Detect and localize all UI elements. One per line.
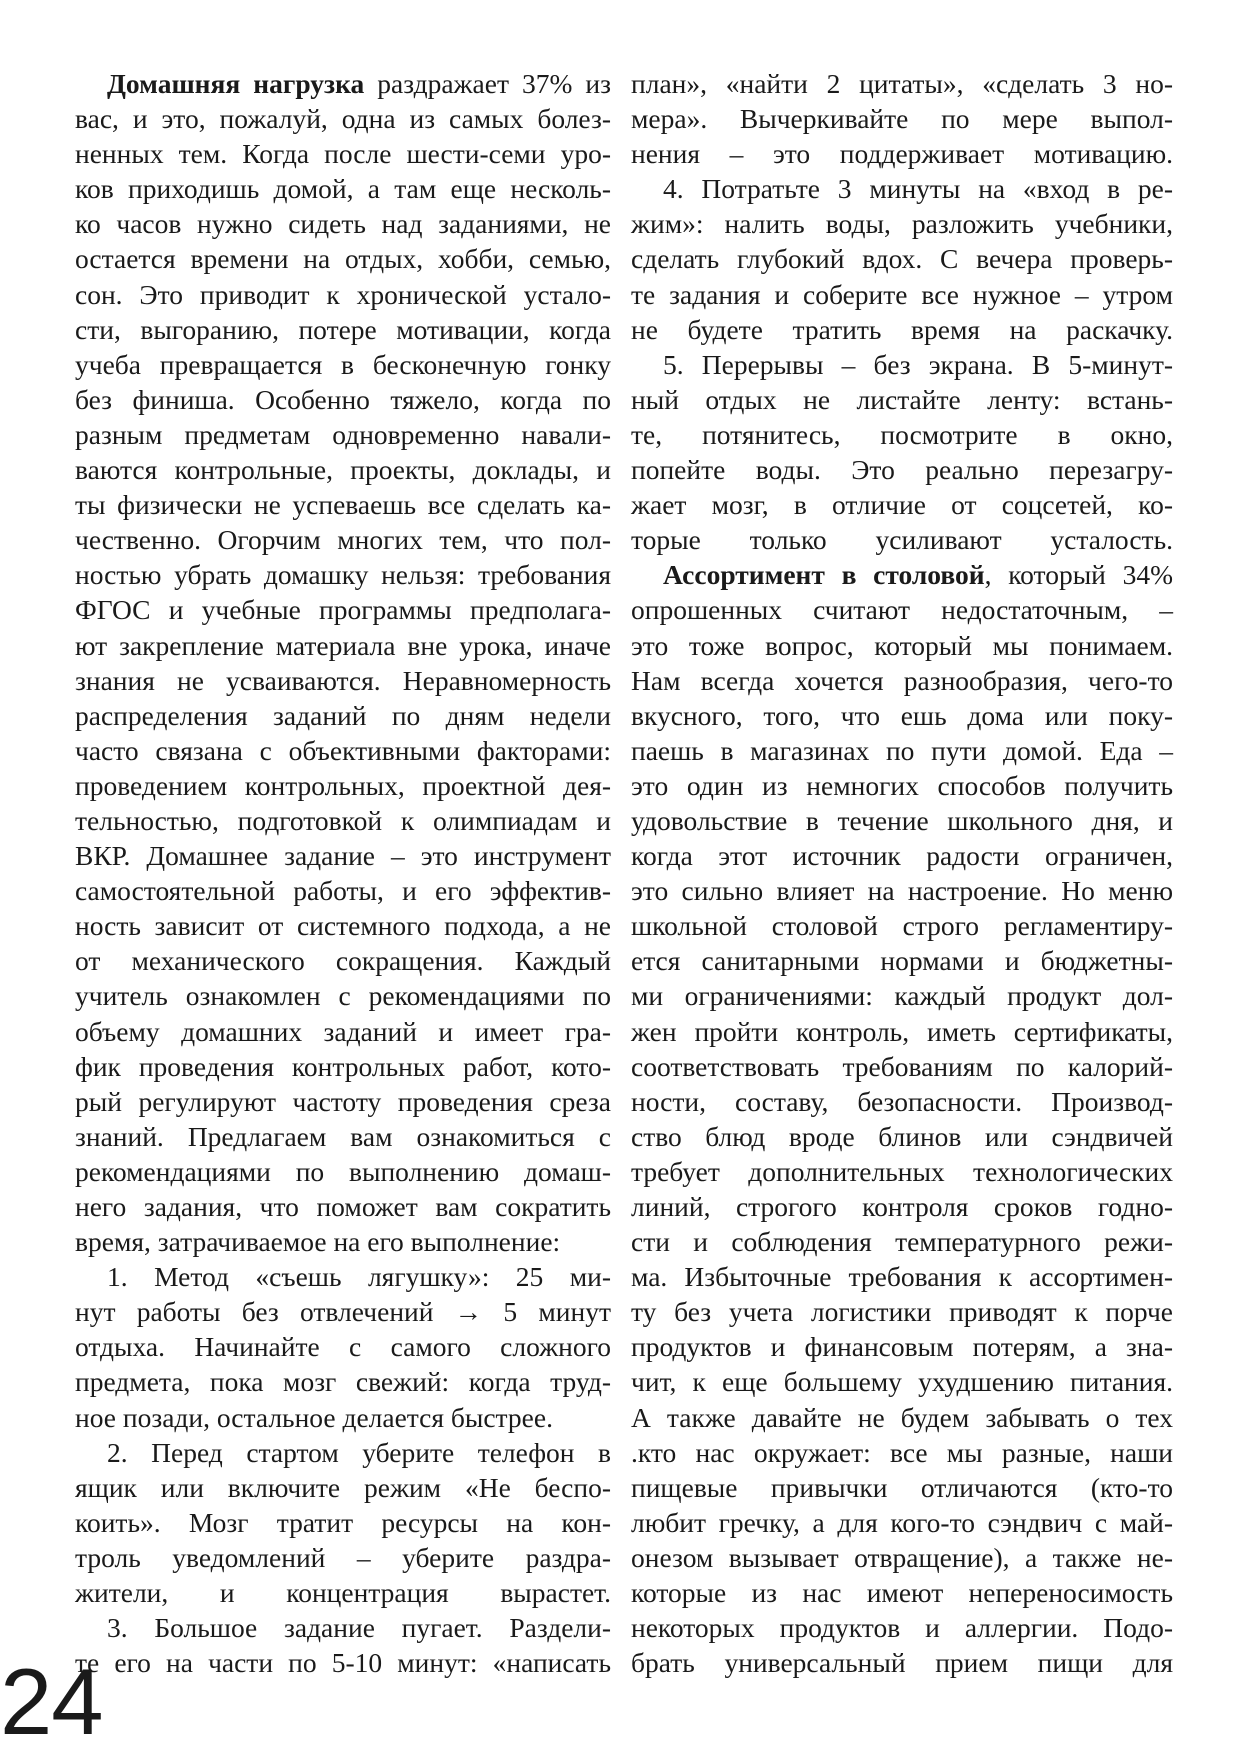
text-line: 1. Метод «съешь лягушку»: 25 ми-	[107, 1261, 611, 1293]
text-line: проведением контрольных, проектной дея-	[75, 769, 611, 801]
text-line: разным предметам одновременно навали-	[75, 418, 611, 450]
text-line: ство блюд вроде блинов или сэндвичей	[631, 1120, 1173, 1152]
text-line: опрошенных считают недостаточным, –	[631, 594, 1173, 626]
canteen-heading: Ассортимент в столовой	[663, 559, 985, 591]
text-line: 5. Перерывы – без экрана. В 5-минут-	[663, 348, 1173, 380]
text-line: попейте воды. Это реально перезагру-	[631, 454, 1173, 486]
text-line: сон. Это приводит к хронической устало-	[75, 278, 611, 310]
text-line: ма. Избыточные требования к ассортимен-	[631, 1261, 1173, 1293]
text-line: школьной столовой строго регламентиру-	[631, 910, 1173, 942]
text-line: жим»: налить воды, разложить учебники,	[631, 208, 1173, 240]
text-line: линий, строгого контроля сроков годно-	[631, 1191, 1173, 1222]
text-line: требует дополнительных технологических	[631, 1155, 1173, 1187]
text-line: онезом вызывает отвращение), а также не-	[631, 1541, 1173, 1573]
text-line: те его на части по 5-10 минут: «написать	[75, 1647, 611, 1679]
page-number: 24	[0, 1649, 103, 1754]
text-line: сделать глубокий вдох. С вечера проверь-	[631, 243, 1173, 275]
text-line: нения – это поддерживает мотивацию.	[631, 138, 1173, 170]
text-line: ностью убрать домашку нельзя: требования	[75, 559, 611, 591]
text-line: предмета, пока мозг свежий: когда труд-	[75, 1366, 611, 1398]
text-line: это тоже вопрос, который мы понимаем.	[631, 629, 1173, 661]
text-line: самостоятельной работы, и его эффектив-	[75, 875, 611, 907]
text-line: которые из нас имеют непереносимость	[631, 1577, 1173, 1609]
homework-heading: Домашняя нагрузка	[107, 68, 365, 99]
homework-tips-continued	[631, 66, 1173, 557]
text-line: жает мозг, в отличие от соцсетей, ко-	[631, 489, 1173, 521]
text-line: ваются контрольные, проекты, доклады, и	[75, 454, 611, 486]
text-line: ВКР. Домашнее задание – это инструмент	[75, 840, 611, 872]
text-line: тельностью, подготовкой к олимпиадам и	[75, 804, 611, 836]
text-line: чественно. Огорчим многих тем, что пол-	[75, 524, 611, 556]
text-line: ность зависит от системного подхода, а не	[75, 910, 611, 942]
text-line: не будете тратить время на раскачку.	[631, 313, 1173, 345]
text-line: продуктов и финансовым потерям, а зна-	[631, 1331, 1173, 1363]
text-line: чит, к еще большему ухудшению питания.	[631, 1366, 1173, 1398]
homework-tips	[75, 1259, 611, 1680]
text-line: ности, составу, безопасности. Производ-	[631, 1085, 1173, 1117]
text-line: ков приходишь домой, а там еще несколь-	[75, 173, 611, 205]
text-line: брать универсальный прием пищи для	[631, 1647, 1173, 1679]
text-line: ты физически не успеваешь все сделать ка-	[75, 489, 611, 521]
left-column	[75, 66, 611, 1680]
text-line: это один из немногих способов получить	[631, 769, 1173, 801]
text-line: ми ограничениями: каждый продукт дол-	[631, 980, 1173, 1012]
text-line: знаний. Предлагаем вам ознакомиться с	[75, 1120, 611, 1152]
text-line: него задания, что поможет вам сократить	[75, 1191, 611, 1222]
text-line: соответствовать требованиям по калорий-	[631, 1050, 1173, 1082]
text-line: ко часов нужно сидеть над заданиями, не	[75, 208, 611, 240]
text-line: Ассортимент в столовой, который 34%	[663, 559, 1173, 591]
text-line: .кто нас окружает: все мы разные, наши	[631, 1436, 1173, 1468]
text-line: рекомендациями по выполнению домаш-	[75, 1155, 611, 1187]
text-line: А также давайте не будем забывать о тех	[631, 1401, 1173, 1433]
text-line: жен пройти контроль, иметь сертификаты,	[631, 1015, 1173, 1047]
text-line: сти, выгоранию, потере мотивации, когда	[75, 313, 611, 345]
text-line: вас, и это, пожалуй, одна из самых болез-	[75, 103, 611, 135]
text-line: знания не усваиваются. Неравномерность	[75, 664, 611, 696]
text-line: объему домашних заданий и имеет гра-	[75, 1015, 611, 1047]
text-line: любит гречку, а для кого-то сэндвич с май-	[631, 1506, 1173, 1538]
text-line: нут работы без отвлечений → 5 минут	[75, 1296, 611, 1328]
homework-paragraph	[75, 66, 611, 101]
text-line: жители, и концентрация вырастет.	[75, 1577, 611, 1609]
text-line: 2. Перед стартом уберите телефон в	[107, 1436, 611, 1468]
homework-text	[75, 101, 611, 1259]
text-line: 4. Потратьте 3 минуты на «вход в ре-	[663, 173, 1173, 205]
text-line: Нам всегда хочется разнообразия, чего-то	[631, 664, 1173, 696]
text-line: время, затрачиваемое на его выполнение:	[75, 1226, 561, 1258]
text-line: отдыха. Начинайте с самого сложного	[75, 1331, 611, 1363]
text-line: некоторых продуктов и аллергии. Подо-	[631, 1612, 1173, 1644]
text-line: план», «найти 2 цитаты», «сделать 3 но-	[631, 68, 1173, 99]
text-line: троль уведомлений – уберите раздра-	[75, 1541, 611, 1573]
text-line: от механического сокращения. Каждый	[75, 945, 611, 977]
text-line: остается времени на отдых, хобби, семью,	[75, 243, 611, 275]
text-line: те задания и соберите все нужное – утром	[631, 278, 1173, 310]
text-line: паешь в магазинах по пути домой. Еда –	[631, 734, 1173, 766]
text-line: ют закрепление материала вне урока, иначе	[75, 629, 611, 661]
right-column	[631, 66, 1173, 1680]
text-line: фик проведения контрольных работ, кото-	[75, 1050, 611, 1082]
text-line: те, потянитесь, посмотрите в окно,	[631, 418, 1173, 450]
text-line: это сильно влияет на настроение. Но меню	[631, 875, 1173, 907]
text-line: ное позади, остальное делается быстрее.	[75, 1401, 553, 1433]
text-line: коить». Мозг тратит ресурсы на кон-	[75, 1506, 611, 1538]
text-line: ется санитарными нормами и бюджетны-	[631, 945, 1173, 977]
text-line: учеба превращается в бесконечную гонку	[75, 348, 611, 380]
text-line: ненных тем. Когда после шести-семи уро-	[75, 138, 611, 170]
text-line: ту без учета логистики приводят к порче	[631, 1296, 1173, 1328]
canteen-paragraph	[631, 557, 1173, 592]
text-line: Домашняя нагрузка раздражает 37% из	[107, 68, 611, 99]
text-line: ящик или включите режим «Не беспо-	[75, 1471, 611, 1503]
text-line: без финиша. Особенно тяжело, когда по	[75, 383, 611, 415]
text-line: часто связана с объективными факторами:	[75, 734, 611, 766]
text-line: сти и соблюдения температурного режи-	[631, 1226, 1173, 1258]
text-line: рый регулируют частоту проведения среза	[75, 1085, 611, 1117]
text-line: вкусного, того, что ешь дома или поку-	[631, 699, 1173, 731]
text-line: ный отдых не листайте ленту: встань-	[631, 383, 1173, 415]
text-line: распределения заданий по дням недели	[75, 699, 611, 731]
canteen-text	[631, 592, 1173, 1680]
text-line: ФГОС и учебные программы предполага-	[75, 594, 611, 626]
text-line: когда этот источник радости ограничен,	[631, 840, 1173, 872]
text-line: пищевые привычки отличаются (кто-то	[631, 1471, 1173, 1503]
text-line: учитель ознакомлен с рекомендациями по	[75, 980, 611, 1012]
text-line: торые только усиливают усталость.	[631, 524, 1173, 556]
text-line: удовольствие в течение школьного дня, и	[631, 804, 1173, 836]
text-line: мера». Вычеркивайте по мере выпол-	[631, 103, 1173, 135]
text-line: 3. Большое задание пугает. Раздели-	[107, 1612, 611, 1644]
